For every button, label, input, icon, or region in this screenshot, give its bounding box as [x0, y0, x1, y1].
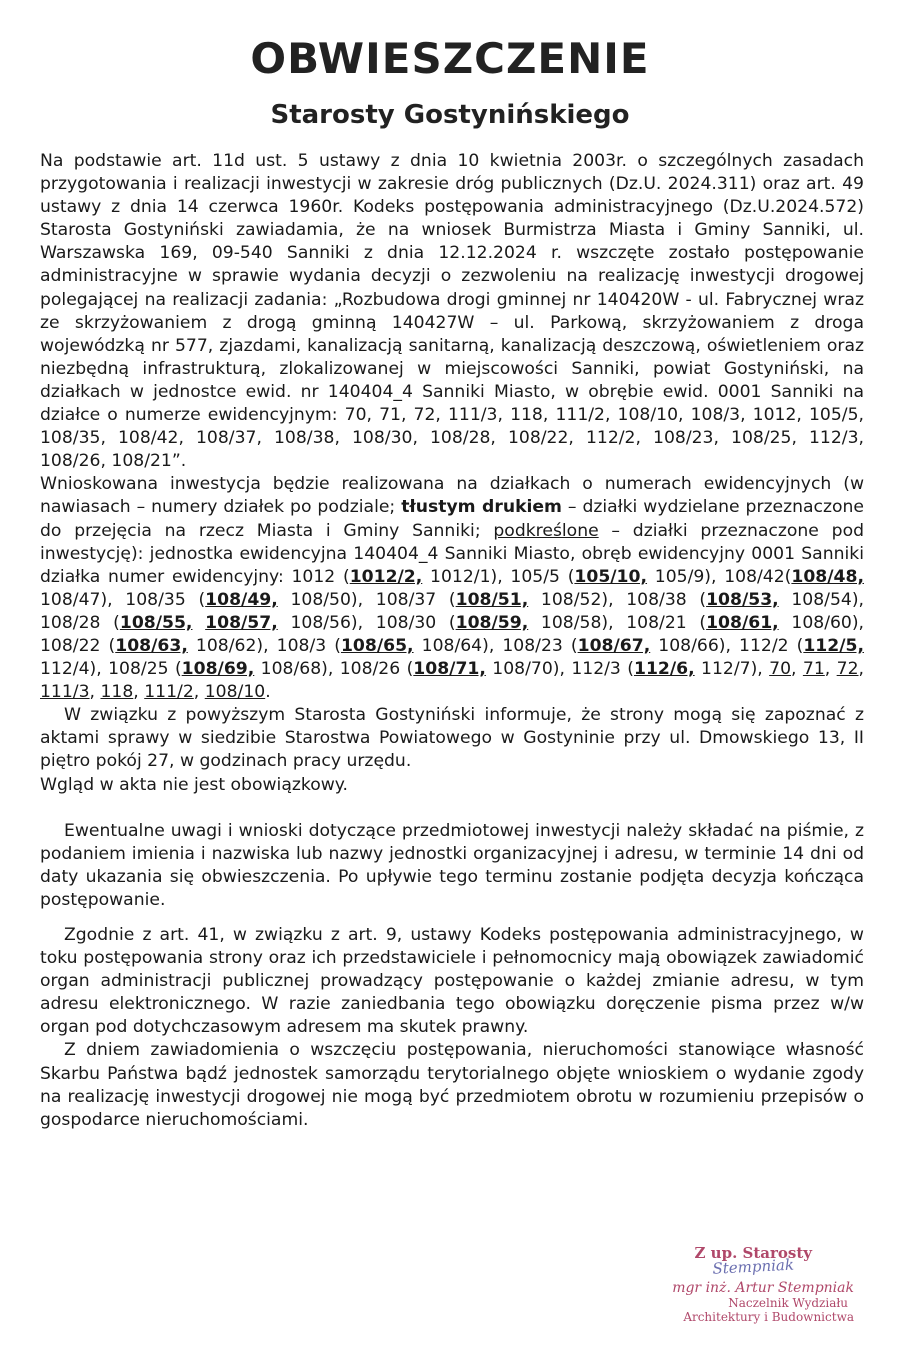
parcel-new: 108/67, [577, 635, 651, 656]
parcel-new: 108/49, [205, 589, 278, 610]
paragraph-remarks: Ewentualne uwagi i wnioski dotyczące przedmiotowej inwestycji należy składać na piśmie, z podaniem imienia i nazwiska lub nazwy jednostki organizacyjnej i adresu, w terminie 14 dni od daty ukazania się obwieszczenia. Po upływie tego terminu zostanie podjęta decyzja kończąca postępowanie. [40, 820, 864, 910]
signature-authority: Z up. Starosty [694, 1244, 812, 1262]
parcel-new: 112/6, [633, 659, 695, 680]
paragraph-address-change: Zgodnie z art. 41, w związku z art. 9, ustawy Kodeks postępowania administracyjnego, w toku postępowania strony oraz ich przedstawiciele i pełnomocnicy mają obowiązek zawiadomić organ administracji publicznej prowadzący postępowanie o każdej zmianie adresu, w tym adresu elektronicznego. W razie zaniedbania tego obowiązku doręczenie pisma przez w/w organ pod dotychczasowym adresem ma skutek prawny. [40, 925, 864, 1038]
document-subtitle: Starosty Gostynińskiego [270, 100, 630, 130]
signatory-department: Architektury i Budownictwa [683, 1310, 854, 1324]
document-title: OBWIESZCZENIE [250, 34, 650, 83]
parcel-invest: 111/3 [40, 682, 90, 703]
parcel-invest: 111/2 [144, 682, 194, 703]
parcel-new: 108/51, [455, 589, 529, 610]
underlined-term: podkreślone [493, 520, 599, 541]
paragraph-parcels: Wnioskowana inwestycja będzie realizowana na działkach o numerach ewidencyjnych (w nawiasach – numery działek po podziale; tłustym drukiem – działki wydzielane przeznaczone do przejęcia na rzecz Miasta i Gminy Sanniki; podkreślone – działki przeznaczone pod inwestycję): jednostka ewidencyjna 140404_4 Sanniki Miasto, obręb ewidencyjny 0001 Sanniki działka numer ewidencyjny: 1012 (1012/2, 1012/1), 105/5 (105/10, 105/9), 108/42(108/48, 108/47), 108/35 (108/49, 108/50), 108/37 (108/51, 108/52), 108/38 (108/53, 108/54), 108/28 (108/55, 108/57, 108/56), 108/30 (108/59, 108/58), 108/21 (108/61, 108/60), 108/22 (108/63, 108/62), 108/3 (108/65, 108/64), 108/23 (108/67, 108/66), 112/2 (112/5, 112/4), 108/25 (108/69, 108/68), 108/26 (108/71, 108/70), 112/3 (112/6, 112/7), 70, 71, 72, 111/3, 118, 111/2, 108/10. [40, 474, 865, 703]
parcel-new: 108/48, [791, 566, 864, 587]
parcel-new: 108/55, [119, 612, 193, 633]
signatory-name: mgr inż. Artur Stempniak [672, 1280, 854, 1296]
paragraph-legal-basis: Na podstawie art. 11d ust. 5 ustawy z dnia 10 kwietnia 2003r. o szczególnych zasadach przygotowania i realizacji inwestycji w zakresie dróg publicznych (Dz.U. 2024.311) oraz art. 49 ustawy z dnia 14 czerwca 1960r. Kodeks postępowania administracyjnego (Dz.U.2024.572) Starosta Gostyniński zawiadamia, że na wniosek Burmistrza Miasta i Gminy Sanniki, ul. Warszawska 169, 09-540 Sanniki z dnia 12.12.2024 r. wszczęte zostało postępowanie administracyjne w sprawie wydania decyzji o zezwoleniu na realizację inwestycji drogowej polegającej na realizacji zadania: „Rozbudowa drogi gminnej nr 140420W - ul. Fabrycznej wraz ze skrzyżowaniem z drogą gminną 140427W – ul. Parkową, skrzyżowaniem z droga wojewódzką nr 577, zjazdami, kanalizacją sanitarną, kanalizacją deszczową, oświetleniem oraz niezbędną infrastrukturą, zlokalizowanej w miejscowości Sanniki, powiat Gostyniński, na działkach w jednostce ewid. nr 140404_4 Sanniki Miasto, w obrębie ewid. 0001 Sanniki na działce o numerze ewidencyjnym: 70, 71, 72, 111/3, 118, 111/2, 108/10, 108/3, 1012, 105/5, 108/35, 108/42, 108/37, 108/38, 108/30, 108/28, 108/22, 112/2, 108/23, 108/25, 112/3, 108/26, 108/21”. [40, 151, 864, 472]
parcel-new: 1012/2, [349, 566, 423, 587]
parcel-new: 108/71, [413, 659, 486, 680]
parcel-new: 105/10, [574, 566, 648, 587]
parcel-new: 108/63, [115, 635, 188, 656]
parcel-new: 108/59, [455, 612, 529, 633]
parcel-new: 108/65, [340, 635, 414, 656]
parcel-new: 108/69, [181, 659, 255, 680]
parcel-invest: 71 [802, 659, 825, 680]
parcel-new: 108/57, [205, 612, 278, 633]
parcel-new: 108/53, [706, 589, 779, 610]
signature-stamp [624, 1244, 854, 1324]
document-body [40, 150, 864, 1132]
parcel-invest: 72 [836, 659, 859, 680]
parcel-invest: 118 [100, 682, 134, 703]
paragraph-access: W związku z powyższym Starosta Gostyniński informuje, że strony mogą się zapoznać z aktami sprawy w siedzibie Starostwa Powiatowego w Gostyninie przy ul. Dmowskiego 13, II piętro pokój 27, w godzinach pracy urzędu. [40, 705, 864, 772]
bold-term: tłustym drukiem [401, 497, 562, 518]
paragraph-access-note: Wgląd w akta nie jest obowiązkowy. [40, 774, 348, 795]
parcel-invest: 108/10 [204, 682, 266, 703]
parcel-invest: 70 [769, 659, 792, 680]
parcel-new: 108/61, [706, 612, 779, 633]
paragraph-property: Z dniem zawiadomienia o wszczęciu postępowania, nieruchomości stanowiące własność Skarbu Państwa bądź jednostek samorządu terytorialnego objęte wnioskiem o wydanie zgody na realizację inwestycji drogowej nie mogą być przedmiotem obrotu w rozumieniu przepisów o gospodarce nieruchomościami. [40, 1040, 864, 1130]
signatory-role: Naczelnik Wydziału [728, 1296, 848, 1310]
parcel-new: 112/5, [803, 635, 864, 656]
handwritten-signature: Stempniak [712, 1255, 795, 1278]
